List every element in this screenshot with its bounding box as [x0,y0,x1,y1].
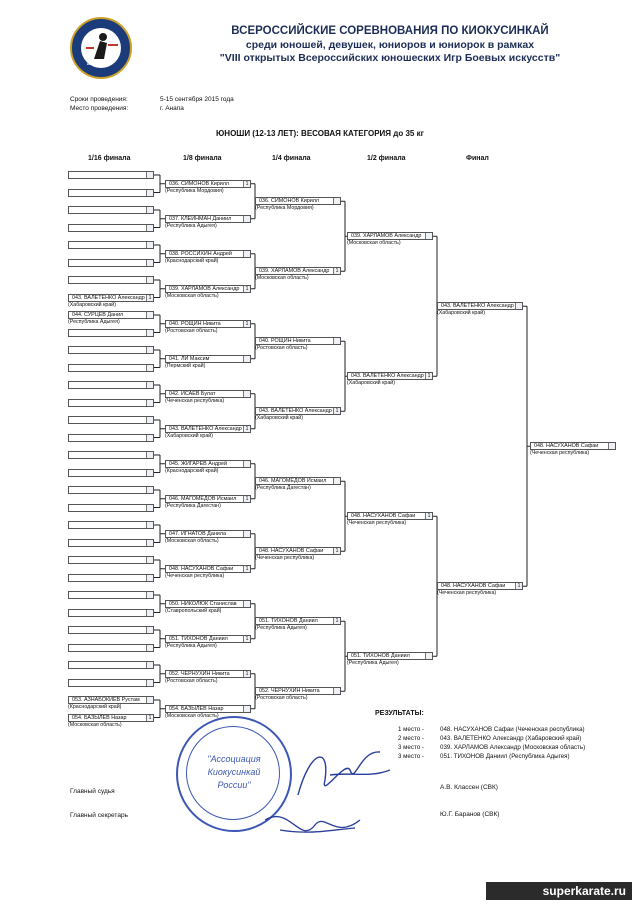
secretary-label: Главный секретарь [70,812,128,819]
win-mark [608,443,615,449]
competitor-region: (Московская область) [68,721,122,728]
competitor-region: (Чеченская республика) [255,555,315,562]
competitor-region: (Чеченская республика) [347,520,407,527]
quarterfinal-competitor [255,267,341,275]
competitor-name: 038. РОССИХИН Андрей [169,250,232,257]
competitor-region: (Московская область) [165,537,219,544]
competitor-name: 042. ИСАЕВ Булат [169,390,216,397]
quarterfinal-competitor [255,477,341,485]
competitor-region: (Чеченская республика) [165,397,225,404]
win-mark: 1 [243,181,250,187]
competitor-region: (Московская область) [165,712,219,719]
win-mark [146,435,153,441]
competitor-region: (Республика Адыгея) [255,625,307,632]
win-mark [146,400,153,406]
site-watermark [486,882,632,900]
competitor-name: 052. ЧЕРНУХИН Никита [259,688,320,695]
win-mark [243,356,250,362]
win-mark: 1 [333,618,340,624]
competitor-name: 040. РОЩИН Никита [259,338,311,345]
win-mark [243,216,250,222]
r32-empty-slot [68,329,154,337]
competitor-region: (Московская область) [347,240,401,247]
r32-empty-slot [68,469,154,477]
r32-empty-slot [68,574,154,582]
r32-empty-slot [68,241,154,249]
result-place: 2 место - [398,735,424,742]
header-subtitle: среди юношей, девушек, юниоров и юниорок в рамках [245,39,535,51]
r32-empty-slot [68,416,154,424]
competitor-name: 046. МАГОМЕДОВ Исмаил [169,495,237,502]
win-mark [146,347,153,353]
competitor-region: (Республика Дагестан) [255,485,311,492]
competitor-name: 041. ЛИ Максим [169,355,210,362]
win-mark [333,338,340,344]
competitor-name: 043. ВАЛЕТЕНКО Александр [351,373,424,380]
competitor-name: 043. ВАЛЕТЕНКО Александр [72,294,145,301]
win-mark: 1 [243,671,250,677]
win-mark [146,540,153,546]
r32-empty-slot [68,276,154,284]
competitor-name: 054. БАЗЫЛЕВ Назар [169,705,224,712]
r32-empty-slot [68,661,154,669]
place-label: Место проведения: [70,105,129,112]
win-mark: 1 [243,636,250,642]
r16-competitor [165,460,251,468]
r32-empty-slot [68,434,154,442]
r32-empty-slot [68,591,154,599]
r32-empty-slot [68,521,154,529]
win-mark [243,531,250,537]
competitor-region: (Ростовская область) [255,345,308,352]
win-mark: 1 [425,373,432,379]
r32-empty-slot [68,539,154,547]
competitor-region: (Московская область) [255,275,309,282]
competitor-name: 048. НАСУХАНОВ Сафаи [351,513,416,520]
competitor-region: (Хабаровский край) [255,415,304,422]
win-mark: 1 [515,583,522,589]
r32-empty-slot [68,206,154,214]
r32-empty-slot [68,171,154,179]
r32-slot [68,294,154,302]
win-mark [146,365,153,371]
competitor-name: 048. НАСУХАНОВ Сафаи [259,548,324,555]
judge-name: А.В. Классен (СВК) [440,784,498,791]
competitor-name: 050. НИКОЛЮК Станислав [169,600,237,607]
competitor-name: 039. ХАРЛАМОВ Александр [169,285,240,292]
competitor-region: (Пермский край) [165,362,206,369]
competitor-region: (Хабаровский край) [437,310,486,317]
round-header-r4: 1/2 финала [367,155,406,162]
competitor-name: 052. ЧЕРНУХИН Никита [169,670,230,677]
competitor-region: (Республика Адыгея) [165,642,217,649]
win-mark [425,233,432,239]
win-mark [146,575,153,581]
competitor-name: 043. ВАЛЕТЕНКО Александр [441,303,514,310]
semifinal-competitor [347,372,433,380]
watermark-text: superkarate.ru [542,884,626,898]
r16-competitor [165,635,251,643]
win-mark [333,478,340,484]
quarterfinal-competitor [255,337,341,345]
r32-slot [68,311,154,319]
r32-empty-slot [68,224,154,232]
competitor-region: (Республика Мордовия) [255,205,314,212]
result-place: 1 место - [398,726,424,733]
competitor-name: 051. ТИХОНОВ Даниил [351,653,410,660]
semifinal-competitor [347,232,433,240]
competitor-region: (Ростовская область) [165,677,218,684]
competitor-region: (Чеченская республика) [437,590,497,597]
r16-competitor [165,425,251,433]
win-mark [146,470,153,476]
semifinal-competitor [347,512,433,520]
competitor-region: (Краснодарский край) [165,467,219,474]
result-place: 3 место - [398,753,424,760]
competitor-name: 037. КЛЕЙНМАН Даниил [169,215,232,222]
win-mark [146,627,153,633]
r32-empty-slot [68,626,154,634]
competitor-name: 036. СИМОНОВ Кирилл [169,180,230,187]
place-value: г. Анапа [160,105,184,112]
round-header-r16: 1/8 финала [183,155,222,162]
competitor-name: 039. ХАРЛАМОВ Александр [259,268,330,275]
competitor-name: 046. МАГОМЕДОВ Исмаил [259,478,327,485]
win-mark [146,680,153,686]
r32-empty-slot [68,451,154,459]
win-mark [146,190,153,196]
win-mark: 1 [243,496,250,502]
semifinal-competitor [347,652,433,660]
win-mark: 1 [243,321,250,327]
win-mark [146,557,153,563]
stamp-text-3: России" [217,780,251,790]
win-mark [243,601,250,607]
competitor-name: 036. СИМОНОВ Кирилл [259,198,320,205]
champion [530,442,616,450]
r16-competitor [165,180,251,188]
competitor-name: 043. ВАЛЕТЕНКО Александр [259,408,332,415]
champion-region: (Чеченская республика) [530,450,590,457]
r16-competitor [165,600,251,608]
result-competitor: 039. ХАРЛАМОВ Александр (Московская область) [440,744,586,751]
result-competitor: 051. ТИХОНОВ Даниил (Республика Адыгея) [440,753,570,760]
r16-competitor [165,670,251,678]
win-mark [146,487,153,493]
competitor-name: 040. РОЩИН Никита [169,320,221,327]
win-mark [243,391,250,397]
competitor-region: (Московская область) [165,292,219,299]
competitor-region: (Ставропольский край) [165,607,222,614]
win-mark [146,645,153,651]
r16-competitor [165,530,251,538]
competitor-name: 051. ТИХОНОВ Даниил [169,635,228,642]
competitor-region: (Краснодарский край) [68,704,122,710]
quarterfinal-competitor [255,617,341,625]
result-competitor: 048. НАСУХАНОВ Сафаи (Чеченская республика) [440,726,585,733]
r16-competitor [165,495,251,503]
final-competitor [437,302,523,310]
r32-empty-slot [68,399,154,407]
win-mark [425,653,432,659]
win-mark [146,330,153,336]
r32-empty-slot [68,381,154,389]
win-mark [146,277,153,283]
win-mark: 1 [243,566,250,572]
win-mark: 1 [243,286,250,292]
win-mark: 1 [425,513,432,519]
r32-empty-slot [68,609,154,617]
competitor-region: (Краснодарский край) [165,257,219,264]
r32-empty-slot [68,364,154,372]
competitor-name: 048. НАСУХАНОВ Сафаи [169,565,234,572]
champion-name: 048. НАСУХАНОВ Сафаи [534,443,599,450]
stamp-text-2: Киокусинкай [207,767,261,777]
win-mark [243,461,250,467]
header-title: ВСЕРОССИЙСКИЕ СОРЕВНОВАНИЯ ПО КИОКУСИНКАЙ [231,25,549,37]
round-header-r8: 1/4 финала [272,155,311,162]
win-mark [243,706,250,712]
r32-empty-slot [68,556,154,564]
competitor-region: (Республика Адыгея) [347,660,399,667]
r32-slot [68,714,154,722]
win-mark: 1 [333,408,340,414]
logo-caption: АНАПА 2014 [86,61,112,66]
header-event: "VIII открытых Всероссийских юношеских Игр Боевых искусств" [219,52,561,64]
r16-competitor [165,705,251,713]
result-competitor: 043. ВАЛЕТЕНКО Александр (Хабаровский край) [440,735,582,742]
competitor-name: 053. АЗНАБОКИЕВ Рустам [72,697,140,703]
category-title: ЮНОШИ (12-13 ЛЕТ): ВЕСОВАЯ КАТЕГОРИЯ до 35 кг [216,129,424,138]
win-mark: 1 [146,295,153,301]
result-place: 3 место - [398,744,424,751]
quarterfinal-competitor [255,197,341,205]
r16-competitor [165,250,251,258]
win-mark [146,207,153,213]
competitor-name: 044. СУРЦЕВ Данил [72,312,124,318]
win-mark [146,522,153,528]
win-mark [333,198,340,204]
quarterfinal-competitor [255,687,341,695]
win-mark [146,592,153,598]
r32-empty-slot [68,259,154,267]
win-mark: 1 [333,268,340,274]
competitor-region: (Республика Адыгея) [68,319,120,325]
competitor-region: (Республика Мордовия) [165,187,224,194]
win-mark [146,452,153,458]
competitor-region: (Хабаровский край) [68,301,117,308]
win-mark [333,688,340,694]
quarterfinal-competitor [255,547,341,555]
competitor-name: 047. ИГНАТОВ Данила [169,530,226,537]
win-mark: 1 [333,548,340,554]
win-mark [146,260,153,266]
competitor-region: (Ростовская область) [165,327,218,334]
win-mark [146,417,153,423]
round-header-r32: 1/16 финала [88,155,131,162]
competitor-region: (Республика Дагестан) [165,502,221,509]
final-competitor [437,582,523,590]
quarterfinal-competitor [255,407,341,415]
round-header-final: Финал [466,155,489,162]
competitor-region: (Чеченская республика) [165,572,225,579]
competitor-region: (Ростовская область) [255,695,308,702]
win-mark [146,662,153,668]
r16-competitor [165,390,251,398]
competitor-name: 043. ВАЛЕТЕНКО Александр [169,425,242,432]
win-mark: 1 [146,715,153,721]
win-mark: 1 [243,426,250,432]
win-mark [146,697,153,703]
competitor-region: (Хабаровский край) [165,432,214,439]
r16-competitor [165,215,251,223]
r32-empty-slot [68,486,154,494]
judge-label: Главный судья [70,788,115,795]
r32-empty-slot [68,189,154,197]
r32-empty-slot [68,504,154,512]
secretary-name: Ю.Г. Баранов (СВК) [440,811,500,818]
competitor-name: 045. ЖИГАРЕВ Андрей [169,460,228,467]
r32-empty-slot [68,679,154,687]
signature-secretary [260,800,370,850]
results-title: РЕЗУЛЬТАТЫ: [375,710,424,717]
dates-label: Сроки проведения: [70,96,128,103]
win-mark [146,242,153,248]
competitor-name: 051. ТИХОНОВ Даниил [259,618,318,625]
win-mark [515,303,522,309]
competitor-region: (Хабаровский край) [347,380,396,387]
r16-competitor [165,285,251,293]
competitor-region: (Республика Адыгея) [165,222,217,229]
r32-empty-slot [68,644,154,652]
r32-slot [68,696,154,704]
win-mark [146,172,153,178]
dates-value: 5-15 сентября 2015 года [160,96,234,103]
r16-competitor [165,565,251,573]
r16-competitor [165,320,251,328]
win-mark [243,251,250,257]
competitor-name: 039. ХАРЛАМОВ Александр [351,233,422,240]
r16-competitor [165,355,251,363]
win-mark [146,610,153,616]
competitor-name: 048. НАСУХАНОВ Сафаи [441,583,506,590]
stamp-text-1: "Ассоциация [207,754,261,764]
win-mark [146,225,153,231]
win-mark [146,382,153,388]
win-mark [146,312,153,318]
competitor-name: 054. БАЗЫЛЕВ Назар [72,714,127,721]
win-mark [146,505,153,511]
r32-empty-slot [68,346,154,354]
